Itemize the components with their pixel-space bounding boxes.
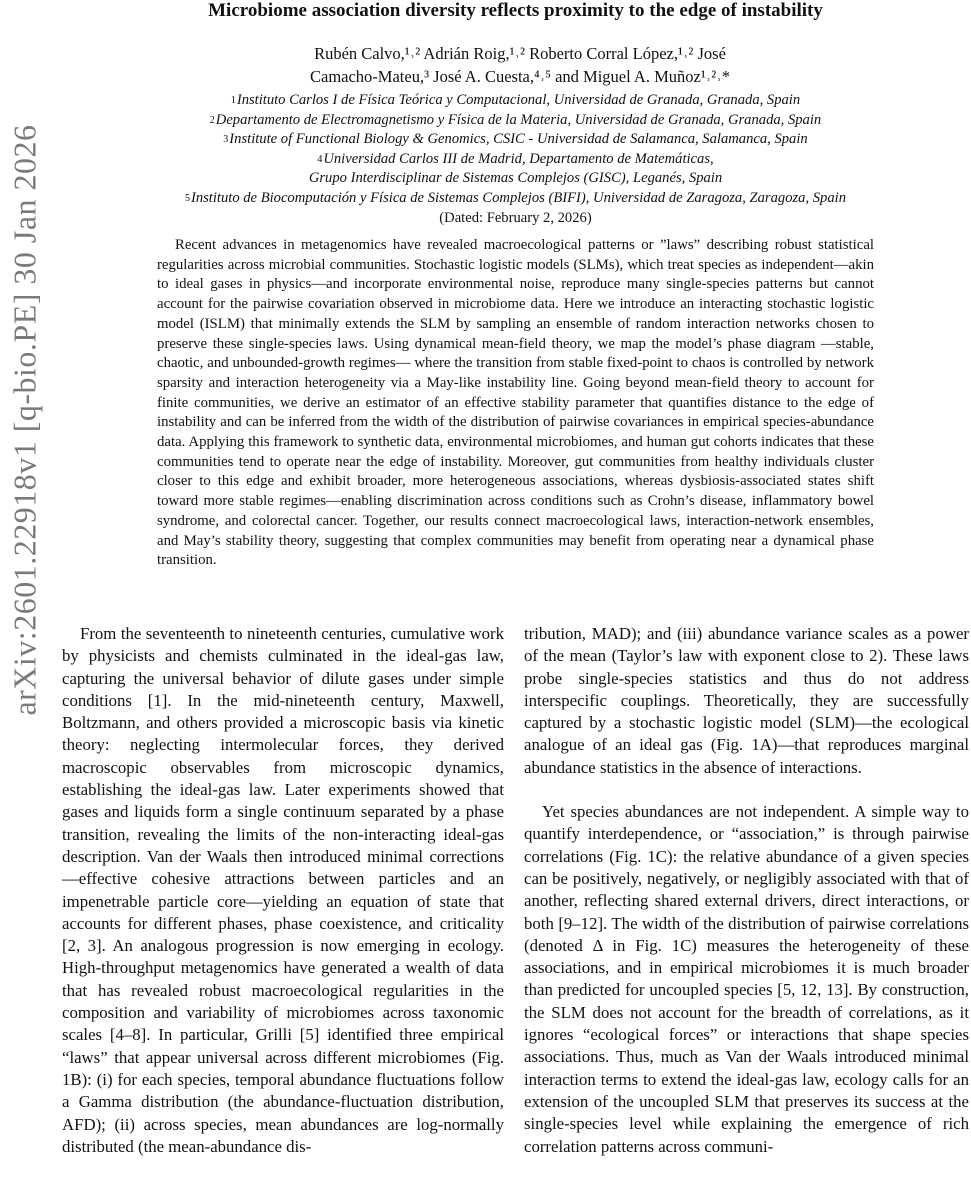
- arxiv-sidebar: [0, 0, 50, 1200]
- affiliation-1: $^1$Instituto Carlos I de Física Teórica y Computacional, Universidad de Granada, Granada, Spain: [230, 92, 801, 108]
- affiliation-3: $^3$Institute of Functional Biology & Genomics, CSIC - Universidad de Salamanca, Salamanca, Spain: [223, 131, 808, 148]
- arxiv-identifier: arXiv:2601.22918v1 [q-bio.PE] 30 Jan 2026: [6, 124, 43, 716]
- dated-line: (Dated: February 2, 2026): [439, 209, 592, 226]
- affiliation-2: $^2$Departamento de Electromagnetismo y Física de la Materia, Universidad de Granada, Granada, Spain: [209, 111, 822, 128]
- abstract: Recent advances in metagenomics have revealed macroecological patterns or ”laws” describing robust statistical regularities across microbial communities. Stochastic logistic models (SLMs), which treat species as independent—akin to ideal gases in physics—and incorporate environmental noise, reproduce many single-species patterns but cannot account for the pairwise covariation observed in microbiome data. Here we introduce an interacting stochastic logistic model (ISLM) that minimally extends the SLM by sampling an ensemble of random interaction networks chosen to preserve these single-species laws. Using dynamical mean-field theory, we map the model’s phase diagram —stable, chaotic, and unbounded-growth regimes— where the transition from stable fixed-point to chaos is controlled by network sparsity and interaction heterogeneity via a May-like instability line. Going beyond mean-field theory to account for finite communities, we derive an estimator of an effective stability parameter that quantifies distance to the edge of instability and can be inferred from the width of the distribution of pairwise covariances in empirical species-abundance data. Applying this framework to synthetic data, environmental microbiomes, and human gut cohorts indicates that these communities tend to operate near the edge of instability. Moreover, gut communities from healthy individuals cluster closer to this edge and exhibit broader, more heterogeneous associations, whereas dysbiosis-associated states shift toward more stable regimes—enabling discrimination across conditions such as Crohn’s disease, inflammatory bowel syndrome, and colorectal cancer. Together, our results connect macroecological laws, interaction-network ensembles, and May’s stability theory, suggesting that complex communities may benefit from operating near a dynamical phase transition.: [157, 237, 874, 569]
- affiliation-4: $^4$Universidad Carlos III de Madrid, Departamento de Matemáticas,: [317, 150, 714, 167]
- body-paragraph: Yet species abundances are not independent. A simple way to quantify interdependence, or “association,” is through pairwise correlations (Fig. 1C): the relative abundance of a given species can be positively, negatively, or negligibly associated with that of another, reflecting shared external drivers, direct interactions, or both [9–12]. The width of the distribution of pairwise correlations (denoted Δ in Fig. 1C) measures the heterogeneity of these associations, and in empirical microbiomes it is much broader than predicted for uncoupled species [5, 12, 13]. By construction, the SLM does not account for the breadth of correlations, as it ignores “ecological forces” or interactions that shape species associations. Thus, much as Van der Waals introduced minimal interaction terms to extend the ideal-gas law, ecology calls for an extension of the uncoupled SLM that preserves its success at the single-species level while explaining the emergence of rich correlation patterns across communi-: [524, 802, 969, 1156]
- body-paragraph: From the seventeenth to nineteenth centuries, cumulative work by physicists and chemists culminated in the ideal-gas law, capturing the universal behavior of dilute gases under simple conditions [1]. In the mid-nineteenth century, Maxwell, Boltzmann, and others provided a microscopic basis via kinetic theory: neglecting intermolecular forces, they derived macroscopic observables from microscopic dynamics, establishing the ideal-gas law. Later experiments showed that gases and liquids form a single continuum separated by a phase transition, revealing the limits of the non-interacting ideal-gas description. Van der Waals then introduced minimal corrections—effective cohesive attractions between particles and an impenetrable particle core—yielding an equation of state that accounts for different phases, phase coexistence, and criticality [2, 3]. An analogous progression is now emerging in ecology. High-throughput metagenomics have generated a wealth of data that has revealed robust macroecological regularities in the composition and variability of microbiomes across taxonomic scales [4–8]. In particular, Grilli [5] identified three empirical “laws” that appear universal across different microbiomes (Fig. 1B): (i) for each species, temporal abundance fluctuations follow a Gamma distribution (the abundance-fluctuation distribution, AFD); (ii) across species, mean abundances are log-normally distributed (the mean-abundance dis-: [62, 624, 504, 1156]
- paper-page: [60, 0, 971, 1200]
- body-paragraph: tribution, MAD); and (iii) abundance variance scales as a power of the mean (Taylor’s law with exponent close to 2). These laws probe single-species statistics and thus do not address interspecific couplings. Theoretically, they are successfully captured by a stochastic logistic model (SLM)—the ecological analogue of an ideal gas (Fig. 1A)—that reproduces marginal abundance statistics in the absence of interactions.: [524, 624, 969, 777]
- body-column-right: [524, 623, 969, 1158]
- author-line-1: Rubén Calvo,¹˒² Adrián Roig,¹˒² Roberto Corral López,¹˒² José: [314, 44, 726, 63]
- author-line-2: Camacho-Mateu,³ José A. Cuesta,⁴˒⁵ and Miguel A. Muñoz¹˒²˒*: [310, 67, 730, 86]
- paper-title: Microbiome association diversity reflects proximity to the edge of instability: [208, 0, 823, 21]
- body-column-left: [62, 623, 504, 1158]
- affiliation-5: $^5$Instituto de Biocomputación y Física de Sistemas Complejos (BIFI), Universidad de Zaragoza, Zaragoza, Spain: [184, 189, 847, 206]
- author-list: [230, 42, 810, 88]
- affiliation-4-cont: Grupo Interdisciplinar de Sistemas Complejos (GISC), Leganés, Spain: [308, 170, 723, 187]
- affiliations: [60, 91, 971, 228]
